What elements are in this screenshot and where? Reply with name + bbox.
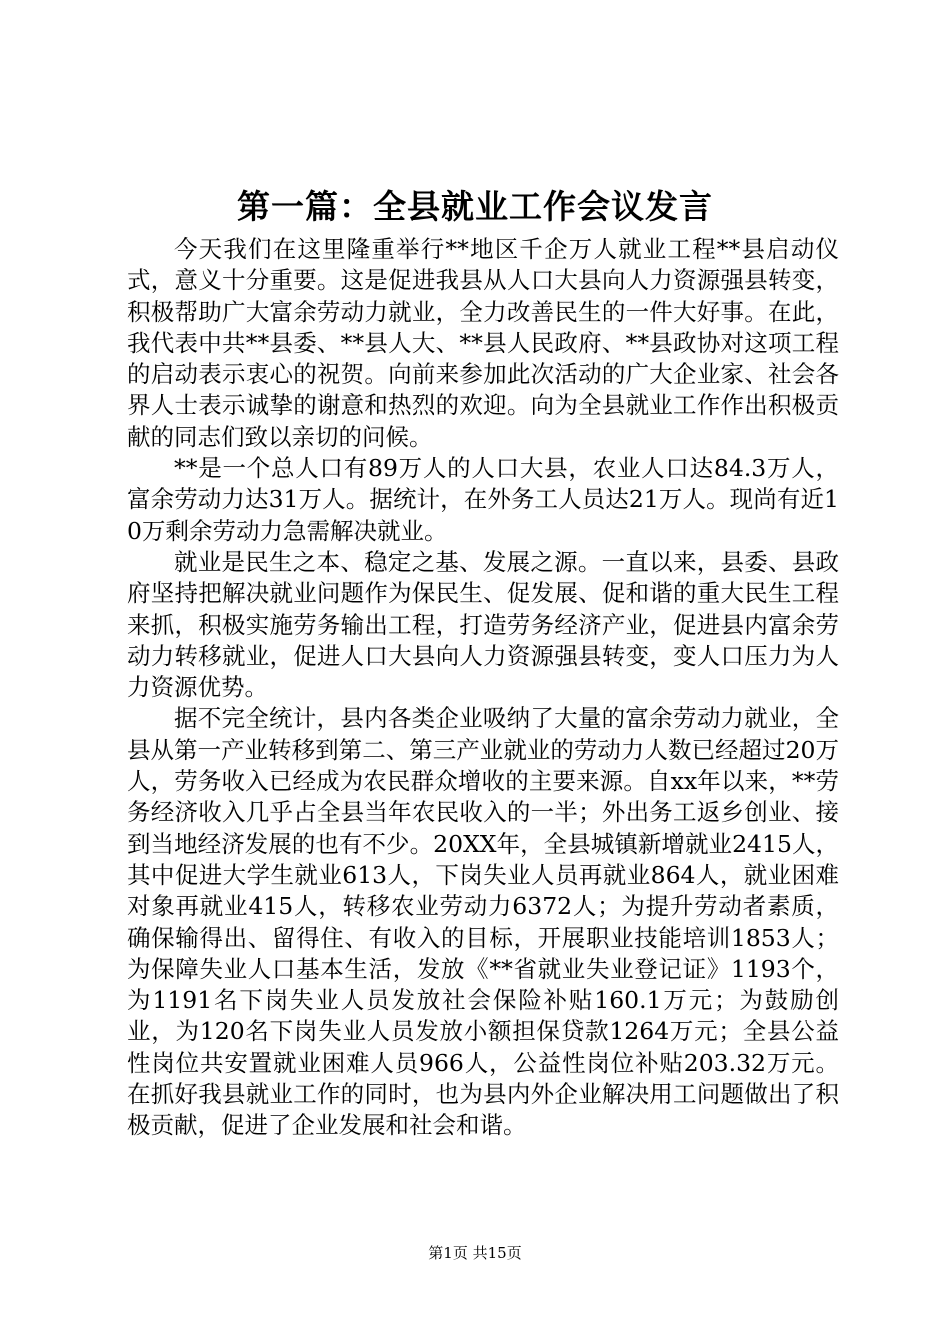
paragraph-population: **是一个总人口有89万人的人口大县，农业人口达84.3万人，富余劳动力达31万人。据统计，在外务工人员达21万人。现尚有近10万剩余劳动力急需解决就业。: [127, 454, 839, 545]
paragraph-statistics: 据不完全统计，县内各类企业吸纳了大量的富余劳动力就业，全县从第一产业转移到第二、第三产业就业的劳动力人数已经超过20万人，劳务收入已经成为农民群众增收的主要来源。自xx年以来，**劳务经济收入几乎占全县当年农民收入的一半；外出务工返乡创业、接到当地经济发展的也有不少。20XX年，全县城镇新增就业2415人，其中促进大学生就业613人，下岗失业人员再就业864人，就业困难对象再就业415人，转移农业劳动力6372人；为提升劳动者素质，确保输得出、留得住、有收入的目标，开展职业技能培训1853人；为保障失业人口基本生活，发放《**省就业失业登记证》1193个，为1191名下岗失业人员发放社会保险补贴160.1万元；为鼓励创业，为120名下岗失业人员发放小额担保贷款1264万元；全县公益性岗位共安置就业困难人员966人，公益性岗位补贴203.32万元。在抓好我县就业工作的同时，也为县内外企业解决用工问题做出了积极贡献，促进了企业发展和社会和谐。: [127, 704, 839, 1140]
document-body: [127, 234, 839, 1142]
document-title: 第一篇：全县就业工作会议发言: [237, 187, 713, 226]
paragraph-employment-policy: 就业是民生之本、稳定之基、发展之源。一直以来，县委、县政府坚持把解决就业问题作为保民生、促发展、促和谐的重大民生工程来抓，积极实施劳务输出工程，打造劳务经济产业，促进县内富余劳动力转移就业，促进人口大县向人力资源强县转变，变人口压力为人力资源优势。: [127, 547, 839, 702]
page-number-footer: 第1页 共15页: [428, 1244, 522, 1262]
paragraph-opening: 今天我们在这里隆重举行**地区千企万人就业工程**县启动仪式，意义十分重要。这是促进我县从人口大县向人力资源强县转变，积极帮助广大富余劳动力就业，全力改善民生的一件大好事。在此，我代表中共**县委、**县人大、**县人民政府、**县政协对这项工程的启动表示衷心的祝贺。向前来参加此次活动的广大企业家、社会各界人士表示诚挚的谢意和热烈的欢迎。向为全县就业工作作出积极贡献的同志们致以亲切的问候。: [127, 235, 839, 451]
